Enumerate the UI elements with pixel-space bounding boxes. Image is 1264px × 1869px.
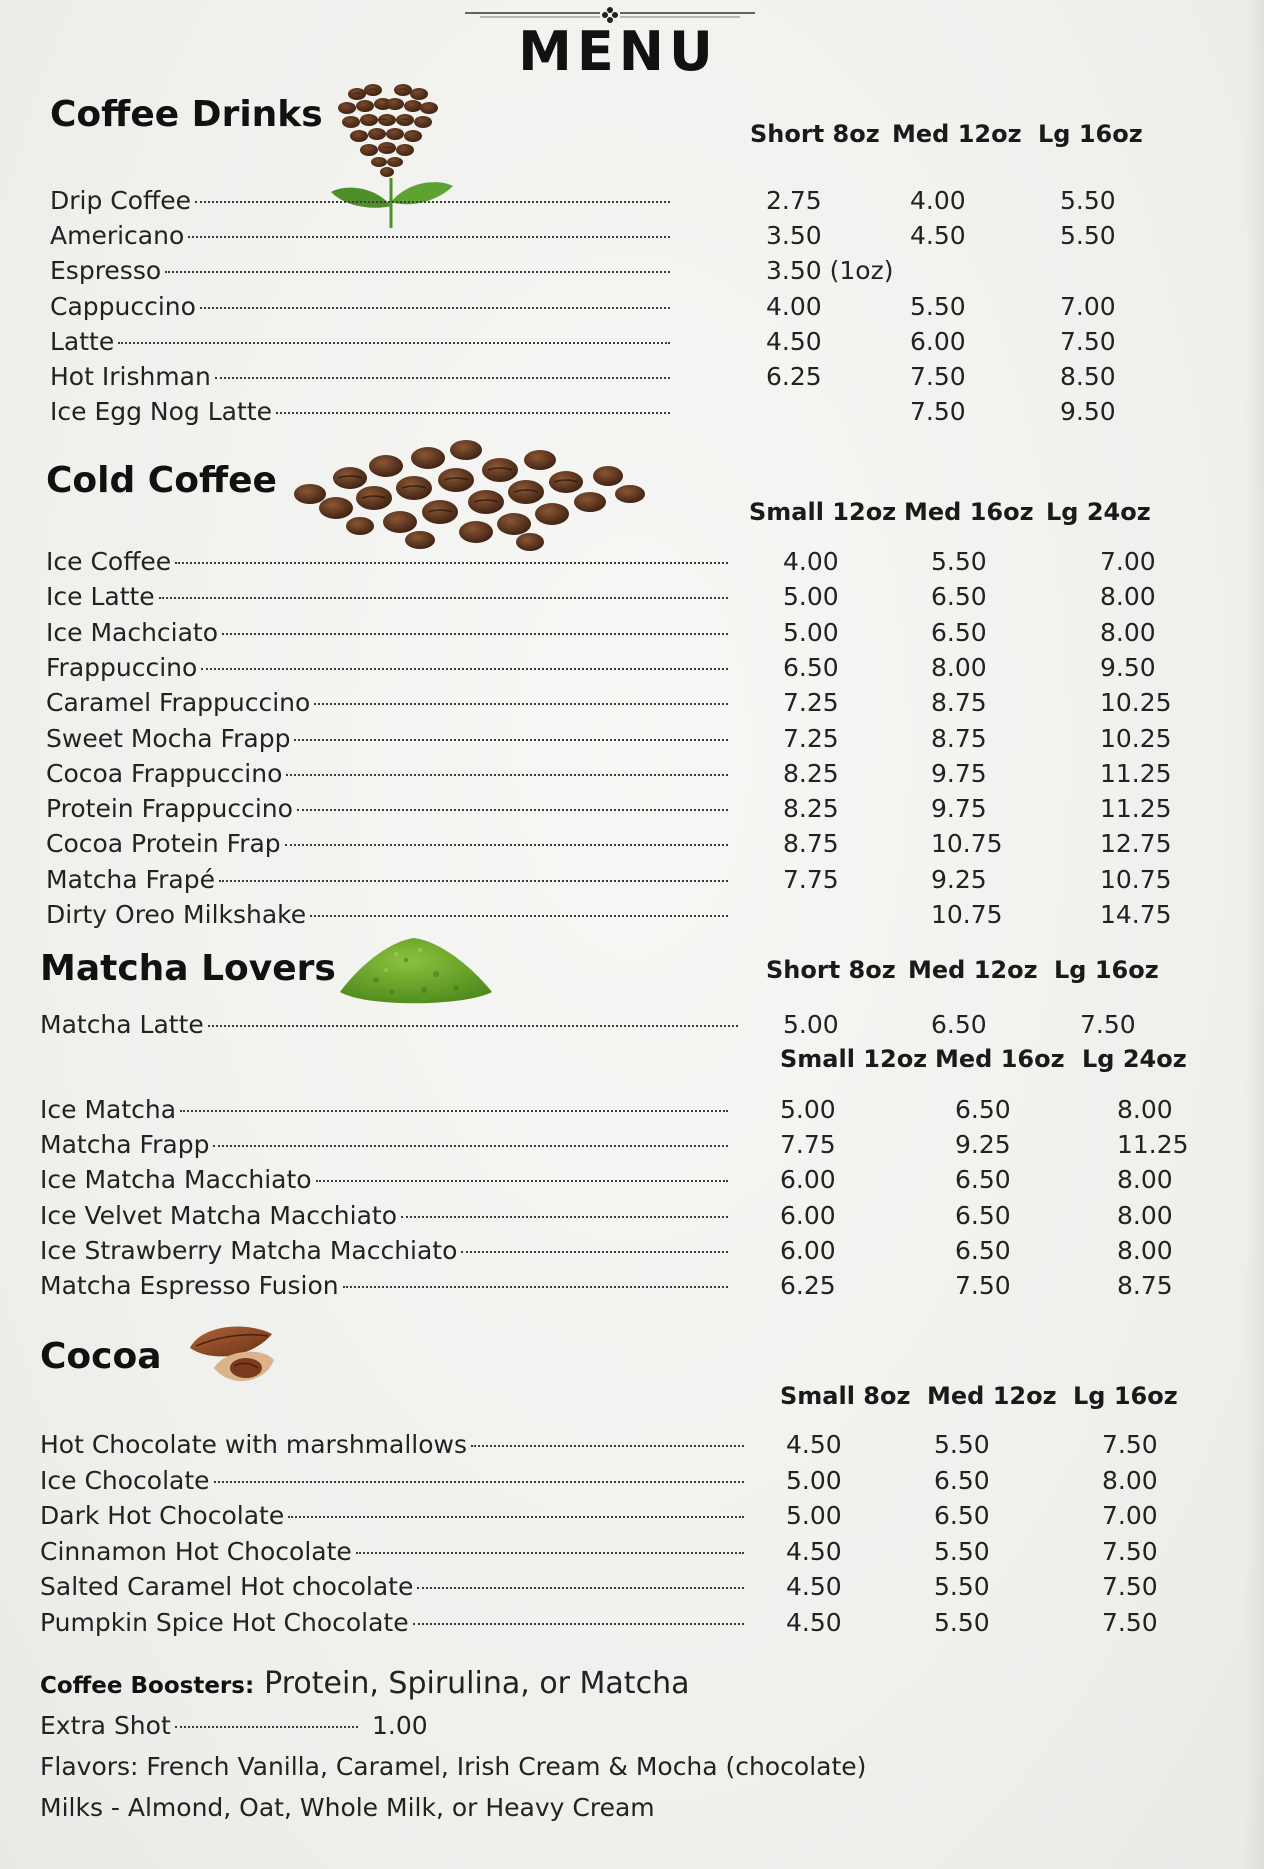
menu-item-price: 6.25 <box>780 1271 836 1300</box>
menu-item-price: 6.50 <box>934 1465 990 1495</box>
dot-leader <box>159 597 728 599</box>
menu-item-name: Dark Hot Chocolate <box>40 1501 285 1531</box>
menu-item-row <box>50 220 670 252</box>
menu-item-price: 4.50 <box>786 1430 842 1459</box>
menu-item-price: 6.25 <box>766 362 822 391</box>
menu-item-price: 4.50 <box>786 1536 842 1566</box>
menu-item-price: 6.50 <box>955 1165 1011 1195</box>
menu-item-row <box>40 1200 728 1232</box>
dot-leader <box>461 1251 728 1253</box>
menu-item-name: Matcha Latte <box>40 1010 204 1039</box>
menu-item-row <box>46 652 728 684</box>
matcha-hot-header-lg: Lg 16oz <box>1054 956 1159 984</box>
menu-item-price: 3.50 <box>766 221 822 251</box>
menu-item-price: 7.50 <box>910 397 966 427</box>
menu-item-name: Hot Irishman <box>50 362 211 391</box>
matcha-hot-header-short: Short 8oz <box>766 956 896 984</box>
dot-leader <box>165 271 670 273</box>
menu-item-price: 8.00 <box>1117 1235 1173 1265</box>
menu-item-price: 7.75 <box>780 1130 836 1160</box>
menu-item-name: Latte <box>50 326 115 356</box>
menu-item-row <box>46 758 728 790</box>
menu-item-name: Matcha Frapé <box>46 864 215 894</box>
dot-leader <box>288 1516 744 1518</box>
dot-leader <box>180 1110 728 1112</box>
menu-item-row <box>40 1571 744 1603</box>
menu-item-name: Ice Matcha <box>40 1095 177 1124</box>
menu-item-price: 6.50 <box>955 1235 1011 1265</box>
menu-item-price: 5.00 <box>780 1095 836 1124</box>
dot-leader <box>310 915 728 917</box>
dot-leader <box>118 342 670 344</box>
menu-item-price: 4.50 <box>786 1572 842 1602</box>
menu-item-row <box>40 1465 744 1497</box>
dot-leader <box>175 1726 358 1728</box>
menu-item-row <box>40 1009 738 1041</box>
menu-item-price: 8.75 <box>931 688 987 718</box>
dot-leader <box>200 307 670 309</box>
menu-item-name: Americano <box>50 221 185 251</box>
menu-item-price: 8.00 <box>1100 582 1156 612</box>
menu-item-row <box>50 291 670 323</box>
dot-leader <box>314 703 728 705</box>
menu-item-price: 6.50 <box>931 582 987 612</box>
menu-item-row <box>46 828 728 860</box>
menu-item-row <box>50 396 670 428</box>
section-title-cocoa: Cocoa <box>40 1336 162 1377</box>
extra-shot-price: 1.00 <box>372 1711 428 1740</box>
menu-item-price: 11.25 <box>1100 794 1172 824</box>
menu-item-price: 6.00 <box>780 1235 836 1265</box>
menu-item-row <box>40 1429 744 1461</box>
dot-leader <box>175 562 728 564</box>
menu-item-price: 8.50 <box>1060 362 1116 391</box>
menu-item-price: 2.75 <box>766 186 822 215</box>
coffee-boosters-value: Protein, Spirulina, or Matcha <box>264 1666 690 1701</box>
cold-coffee-header-small: Small 12oz <box>749 498 897 526</box>
dot-leader <box>208 1025 738 1027</box>
menu-item-row <box>40 1500 744 1532</box>
page-edge-shadow <box>1244 0 1264 1869</box>
menu-item-price: 6.50 <box>783 652 839 682</box>
dot-leader <box>343 1286 728 1288</box>
menu-item-price: 7.00 <box>1102 1501 1158 1531</box>
menu-item-price: 7.75 <box>783 864 839 894</box>
dot-leader <box>219 880 728 882</box>
menu-item-price: 11.25 <box>1117 1130 1189 1160</box>
menu-item-name: Cappuccino <box>50 291 196 321</box>
cocoa-pod-icon <box>184 1316 284 1396</box>
dot-leader <box>356 1552 744 1554</box>
menu-item-name: Dirty Oreo Milkshake <box>46 900 307 929</box>
menu-item-price: 7.50 <box>910 362 966 391</box>
menu-item-price: 5.50 <box>931 547 987 576</box>
extra-shot-label: Extra Shot <box>40 1711 171 1740</box>
menu-item-price: 4.00 <box>910 186 966 215</box>
menu-item-price: 9.25 <box>955 1130 1011 1160</box>
menu-item-price: 8.00 <box>1102 1465 1158 1495</box>
menu-item-price: 5.50 <box>1060 221 1116 251</box>
milks-line: Milks - Almond, Oat, Whole Milk, or Heavy Cream <box>40 1793 655 1822</box>
coffee-boosters-label: Coffee Boosters: <box>40 1673 255 1699</box>
matcha-cold-header-small: Small 12oz <box>780 1045 928 1073</box>
dot-leader <box>276 412 670 414</box>
menu-item-row <box>50 326 670 358</box>
menu-item-row <box>50 361 670 393</box>
menu-item-price: 7.50 <box>1060 326 1116 356</box>
menu-item-row <box>46 617 728 649</box>
menu-item-name: Protein Frappuccino <box>46 794 293 824</box>
menu-item-price: 7.25 <box>783 688 839 718</box>
cold-coffee-header-lg: Lg 24oz <box>1046 498 1151 526</box>
menu-item-price: 4.00 <box>766 291 822 321</box>
extra-shot-row <box>40 1710 358 1742</box>
menu-item-row <box>46 723 728 755</box>
menu-item-price: 7.50 <box>1102 1608 1158 1637</box>
menu-item-price: 8.00 <box>1117 1200 1173 1230</box>
menu-item-name: Cinnamon Hot Chocolate <box>40 1536 352 1566</box>
menu-item-name: Ice Latte <box>46 582 155 612</box>
menu-item-price: 8.75 <box>931 723 987 753</box>
dot-leader <box>417 1587 744 1589</box>
menu-item-price: 8.25 <box>783 794 839 824</box>
menu-item-row <box>40 1235 728 1267</box>
menu-item-price: 10.75 <box>931 900 1003 929</box>
menu-item-name: Ice Matcha Macchiato <box>40 1165 312 1195</box>
menu-item-name: Ice Chocolate <box>40 1465 210 1495</box>
menu-item-row <box>46 899 728 931</box>
menu-item-price: 10.25 <box>1100 688 1172 718</box>
menu-item-row <box>46 864 728 896</box>
menu-item-price: 6.00 <box>780 1200 836 1230</box>
menu-item-price: 7.50 <box>1102 1430 1158 1459</box>
menu-item-price: 5.50 <box>934 1536 990 1566</box>
flavors-line: Flavors: French Vanilla, Caramel, Irish Cream & Mocha (chocolate) <box>40 1752 867 1781</box>
menu-item-name: Caramel Frappuccino <box>46 688 311 718</box>
menu-item-price: 8.00 <box>1100 617 1156 647</box>
menu-item-name: Hot Chocolate with marshmallows <box>40 1430 468 1459</box>
section-title-matcha-lovers: Matcha Lovers <box>40 948 336 989</box>
menu-item-price: 4.00 <box>783 547 839 576</box>
menu-item-price: 12.75 <box>1100 829 1172 859</box>
menu-item-price: 6.50 <box>955 1095 1011 1124</box>
menu-item-price: 5.50 <box>934 1430 990 1459</box>
menu-item-row <box>50 255 670 287</box>
dot-leader <box>401 1216 728 1218</box>
menu-item-price: 7.50 <box>1102 1536 1158 1566</box>
menu-item-name: Salted Caramel Hot chocolate <box>40 1572 414 1602</box>
menu-item-price: 9.75 <box>931 794 987 824</box>
menu-item-name: Drip Coffee <box>50 186 192 215</box>
menu-item-price: 9.25 <box>931 864 987 894</box>
menu-item-name: Pumpkin Spice Hot Chocolate <box>40 1608 409 1637</box>
menu-item-price: 10.75 <box>931 829 1003 859</box>
coffee-drinks-header-short: Short 8oz <box>750 120 880 148</box>
menu-item-name: Ice Machciato <box>46 617 219 647</box>
menu-item-price: 7.50 <box>1102 1572 1158 1602</box>
menu-item-price: 8.25 <box>783 758 839 788</box>
matcha-powder-icon <box>336 930 496 1015</box>
cold-coffee-header-med: Med 16oz <box>904 498 1034 526</box>
menu-item-row <box>40 1270 728 1302</box>
matcha-hot-header-med: Med 12oz <box>908 956 1038 984</box>
menu-item-name: Espresso <box>50 256 162 286</box>
menu-item-price: 11.25 <box>1100 758 1172 788</box>
menu-item-price: 4.50 <box>786 1608 842 1637</box>
section-title-coffee-drinks: Coffee Drinks <box>50 94 323 135</box>
menu-item-price: 5.00 <box>783 1010 839 1039</box>
dot-leader <box>285 844 728 846</box>
dot-leader <box>195 201 670 203</box>
menu-item-row <box>46 581 728 613</box>
menu-item-price: 9.50 <box>1100 652 1156 682</box>
menu-item-price: 6.50 <box>931 617 987 647</box>
dot-leader <box>222 633 728 635</box>
menu-item-price: 6.50 <box>934 1501 990 1531</box>
coffee-drinks-header-lg: Lg 16oz <box>1038 120 1143 148</box>
menu-item-name: Cocoa Frappuccino <box>46 758 283 788</box>
menu-item-price: 7.00 <box>1060 291 1116 321</box>
menu-item-price: 7.00 <box>1100 547 1156 576</box>
section-title-cold-coffee: Cold Coffee <box>46 460 277 501</box>
dot-leader <box>294 739 728 741</box>
menu-item-price: 5.50 <box>1060 186 1116 215</box>
menu-item-price: 8.75 <box>1117 1271 1173 1300</box>
cocoa-header-lg: Lg 16oz <box>1073 1382 1178 1410</box>
menu-item-row <box>40 1536 744 1568</box>
menu-item-row <box>46 687 728 719</box>
menu-item-price: 7.50 <box>955 1271 1011 1300</box>
menu-item-row <box>40 1129 728 1161</box>
dot-leader <box>413 1623 744 1625</box>
cocoa-header-med: Med 12oz <box>927 1382 1057 1410</box>
menu-item-row <box>50 185 670 217</box>
menu-item-price: 14.75 <box>1100 900 1172 929</box>
dot-leader <box>188 236 670 238</box>
dot-leader <box>286 774 728 776</box>
menu-item-price: 6.50 <box>931 1010 987 1039</box>
menu-item-price: 6.00 <box>780 1165 836 1195</box>
cocoa-header-small: Small 8oz <box>780 1382 911 1410</box>
menu-item-price: 5.50 <box>910 291 966 321</box>
dot-leader <box>215 377 670 379</box>
coffee-beans-pile-icon <box>290 436 655 558</box>
dot-leader <box>201 668 728 670</box>
menu-item-price: 5.00 <box>786 1501 842 1531</box>
menu-item-price: 9.75 <box>931 758 987 788</box>
menu-item-price: 9.50 <box>1060 397 1116 427</box>
menu-item-name: Sweet Mocha Frapp <box>46 723 291 753</box>
menu-item-name: Ice Velvet Matcha Macchiato <box>40 1200 397 1230</box>
menu-item-row <box>40 1094 728 1126</box>
coffee-boosters-line <box>40 1666 689 1701</box>
menu-item-price: 5.00 <box>783 582 839 612</box>
menu-item-price: 10.25 <box>1100 723 1172 753</box>
menu-item-name: Matcha Espresso Fusion <box>40 1271 339 1300</box>
dot-leader <box>471 1445 744 1447</box>
menu-item-price: 5.00 <box>786 1465 842 1495</box>
dot-leader <box>214 1481 744 1483</box>
menu-item-row <box>40 1607 744 1639</box>
menu-item-name: Cocoa Protein Frap <box>46 829 281 859</box>
menu-item-price: 8.75 <box>783 829 839 859</box>
menu-item-name: Matcha Frapp <box>40 1130 210 1160</box>
dot-leader <box>316 1180 728 1182</box>
menu-title: MENU <box>518 20 718 83</box>
menu-item-name: Ice Coffee <box>46 547 172 576</box>
menu-item-name: Ice Egg Nog Latte <box>50 397 272 427</box>
menu-item-price: 3.50 (1oz) <box>766 256 894 286</box>
menu-item-price: 7.50 <box>1080 1010 1136 1039</box>
menu-item-price: 8.00 <box>1117 1095 1173 1124</box>
coffee-drinks-header-med: Med 12oz <box>892 120 1022 148</box>
dot-leader <box>297 809 728 811</box>
menu-item-price: 7.25 <box>783 723 839 753</box>
matcha-cold-header-med: Med 16oz <box>935 1045 1065 1073</box>
menu-item-row <box>46 793 728 825</box>
menu-item-name: Ice Strawberry Matcha Macchiato <box>40 1235 458 1265</box>
menu-item-price: 5.50 <box>934 1572 990 1602</box>
menu-item-row <box>40 1164 728 1196</box>
menu-item-price: 5.50 <box>934 1608 990 1637</box>
menu-item-price: 6.00 <box>910 326 966 356</box>
matcha-cold-header-lg: Lg 24oz <box>1082 1045 1187 1073</box>
menu-item-price: 6.50 <box>955 1200 1011 1230</box>
menu-item-price: 4.50 <box>766 326 822 356</box>
dot-leader <box>213 1145 728 1147</box>
menu-item-row <box>46 546 728 578</box>
menu-item-name: Frappuccino <box>46 652 198 682</box>
menu-item-price: 4.50 <box>910 221 966 251</box>
menu-item-price: 8.00 <box>1117 1165 1173 1195</box>
menu-item-price: 5.00 <box>783 617 839 647</box>
menu-item-price: 8.00 <box>931 652 987 682</box>
menu-item-price: 10.75 <box>1100 864 1172 894</box>
